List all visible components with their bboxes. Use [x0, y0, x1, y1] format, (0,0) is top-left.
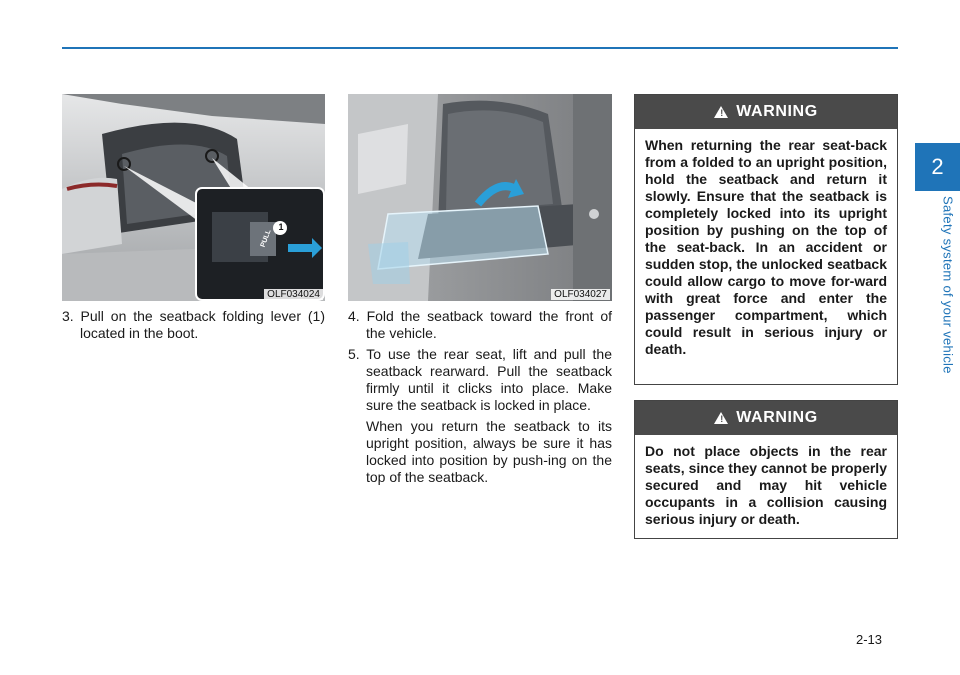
- figure-folding-seat: [348, 94, 612, 301]
- instructions-column-2: [348, 308, 612, 486]
- folding-seat-illustration: [348, 94, 612, 301]
- chapter-tab[interactable]: [915, 143, 960, 191]
- warning-title: WARNING: [736, 103, 818, 120]
- boot-lever-illustration: [62, 94, 325, 301]
- step-3: 3. Pull on the seatback folding lever (1) located in the boot.: [62, 308, 325, 341]
- callout-number: 1: [278, 222, 284, 232]
- chapter-title: Safety system of your vehicle: [940, 196, 956, 374]
- header-rule: [62, 47, 898, 49]
- warning-title: WARNING: [736, 409, 818, 426]
- warning-icon: !: [714, 412, 728, 424]
- warning-icon: !: [714, 106, 728, 118]
- step-4: 4. Fold the seatback toward the front of the vehicle.: [348, 308, 612, 341]
- warning-box-rear-objects: [634, 400, 898, 539]
- step-5-note: When you return the seatback to its upright position, always be sure it has locked into position by push-ing on the top of the seatback.: [366, 418, 612, 485]
- chapter-side-label: [937, 196, 959, 396]
- lever-label: PULL: [259, 228, 273, 249]
- chapter-number: 2: [931, 154, 944, 179]
- warning-box-seatback: [634, 94, 898, 385]
- figure-code: OLF034024: [264, 289, 323, 300]
- warning-header: [635, 401, 897, 435]
- instructions-column-1: [62, 308, 325, 346]
- warning-text: When returning the rear seat-back from a folded to an upright position, hold the seatback and return it slowly. Ensure that the seatback is completely locked into its upright position by pushing on the top of the seat-back. In an accident or sudden stop, the unlocked seatback could allow cargo to move for-ward with great force and enter the passenger compartment, which could result in serious injury or death.: [645, 137, 887, 357]
- step-5: 5. To use the rear seat, lift and pull the seatback rearward. Pull the seatback firmly until it clicks into place. Make sure the seatback is locked in place.: [348, 346, 612, 413]
- figure-boot-lever: [62, 94, 325, 301]
- page-number: 2-13: [856, 632, 883, 647]
- warning-header: [635, 95, 897, 129]
- figure-code: OLF034027: [551, 289, 610, 300]
- warning-text: Do not place objects in the rear seats, since they cannot be properly secured and may hit vehicle occupants in a collision causing serious injury or death.: [645, 443, 887, 527]
